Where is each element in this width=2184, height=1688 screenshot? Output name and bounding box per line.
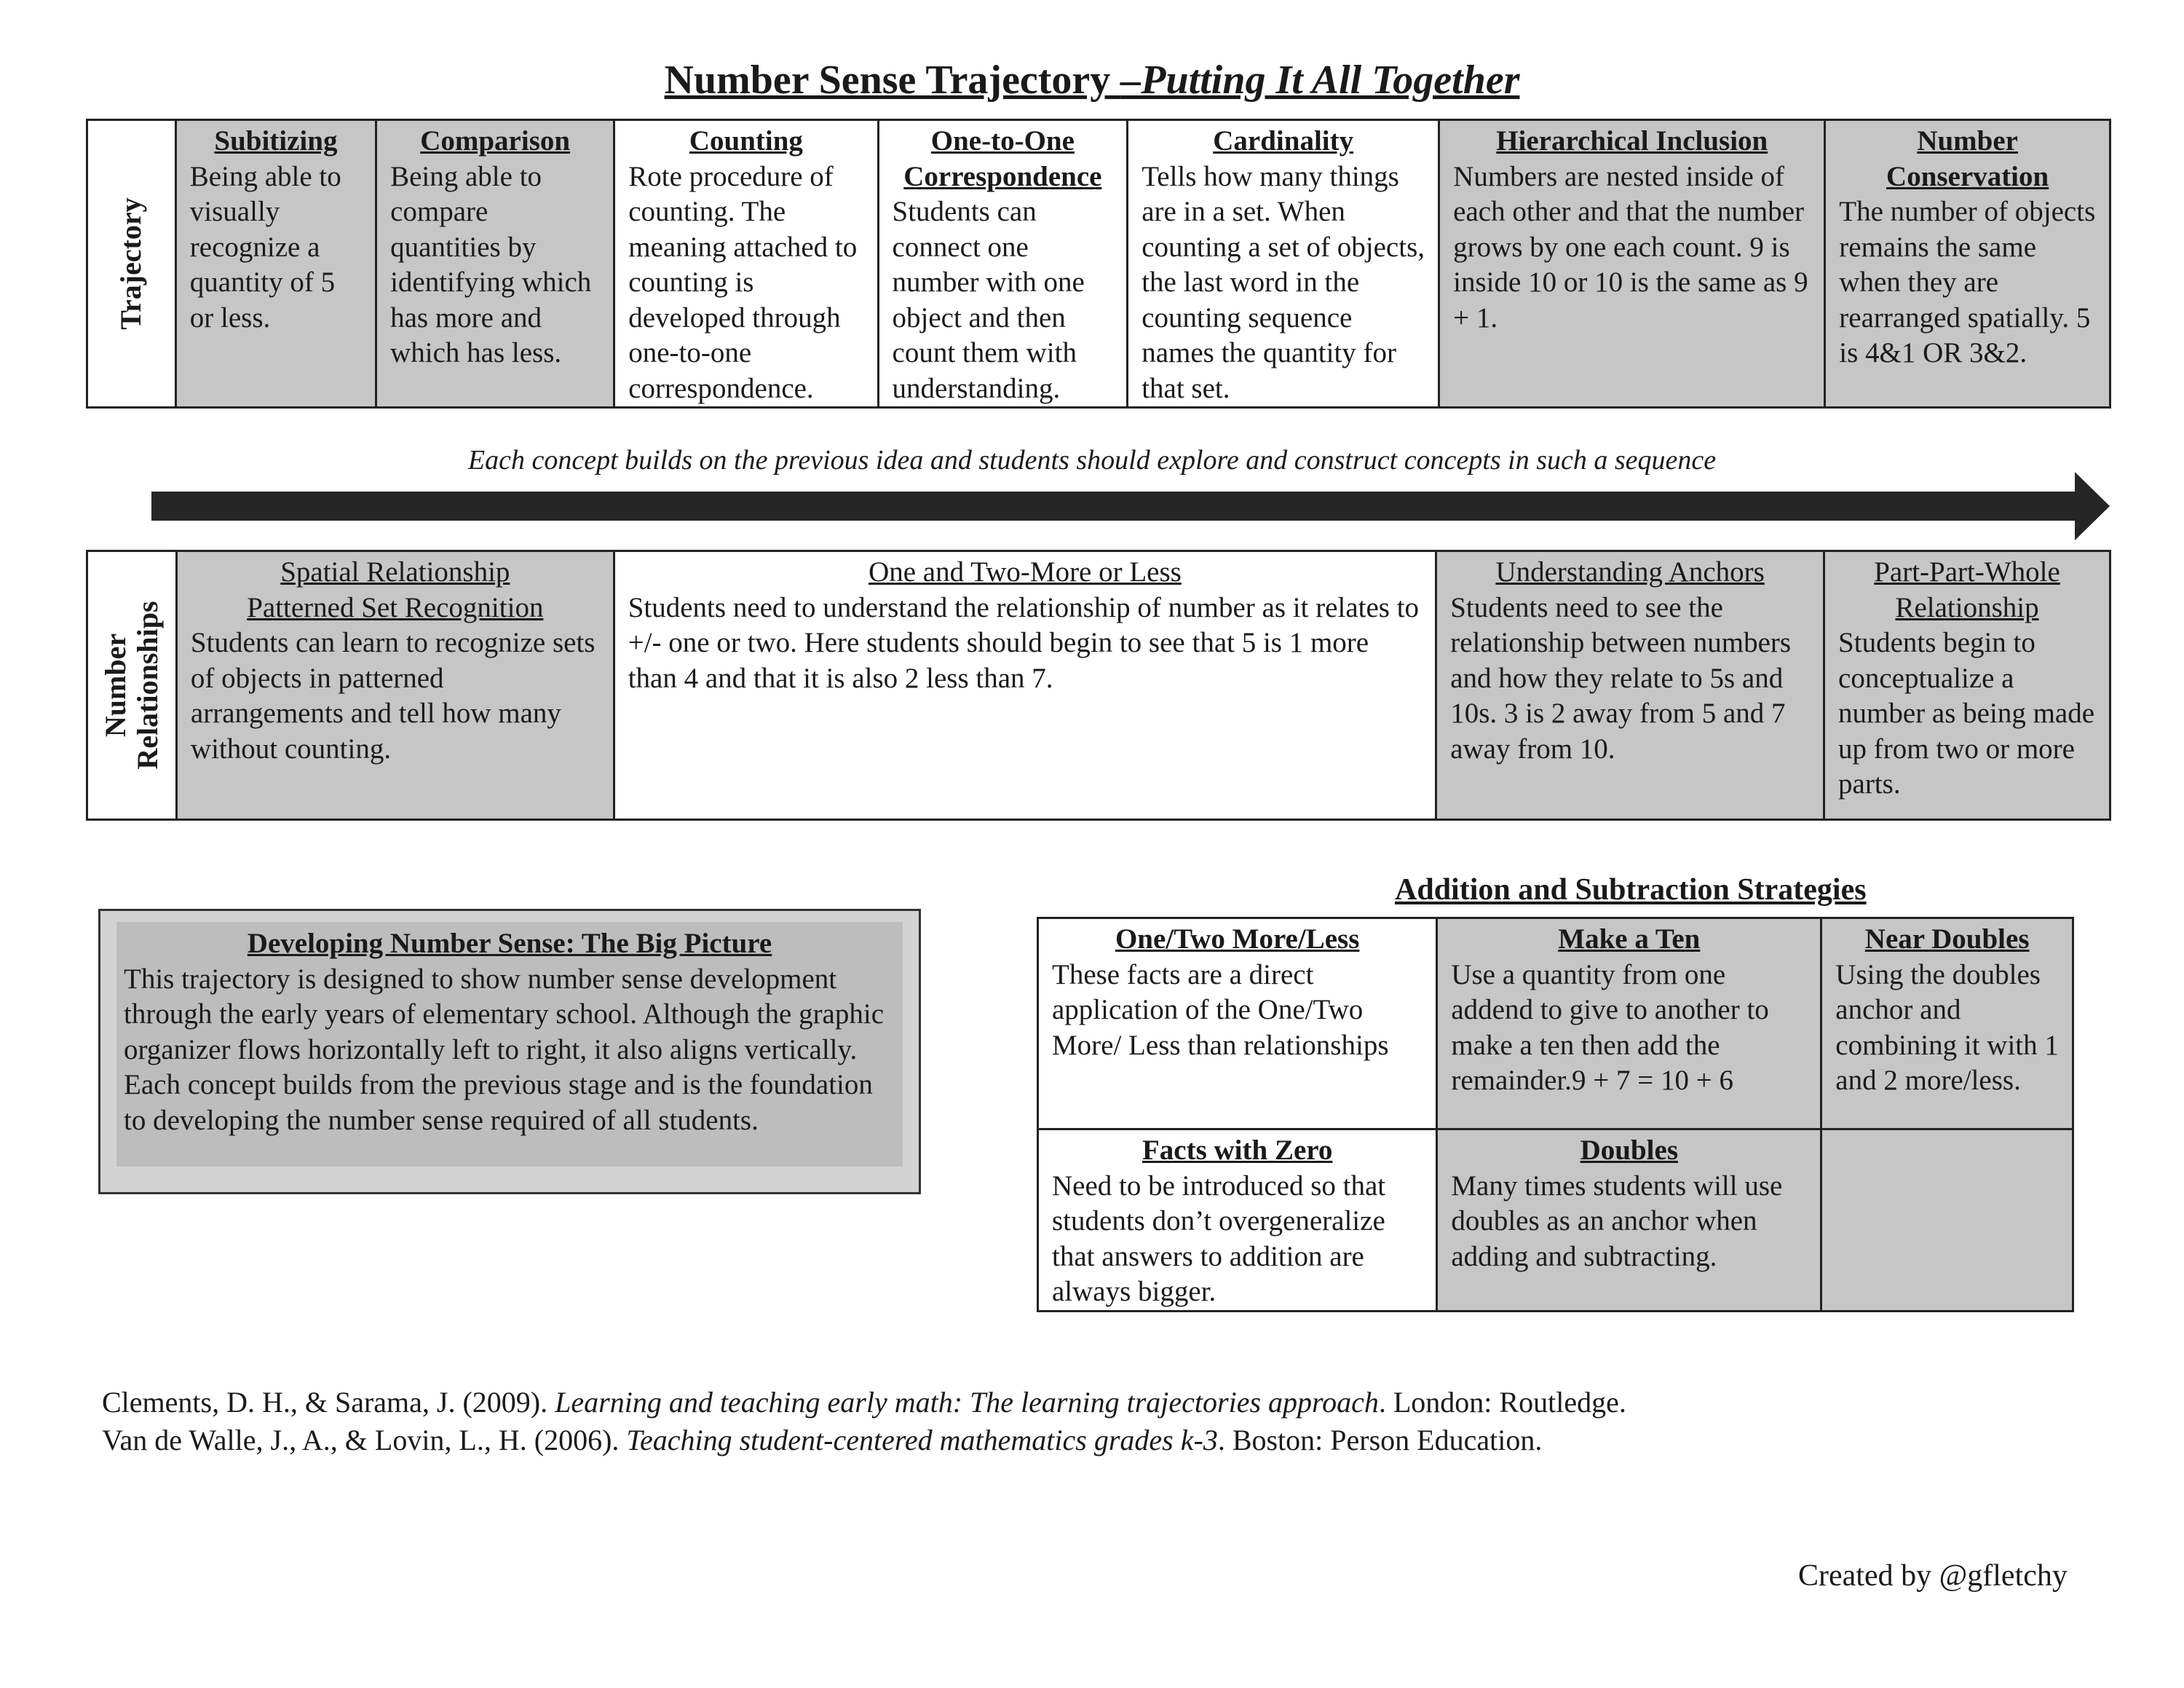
big-picture-heading: Developing Number Sense: The Big Picture [247, 928, 772, 959]
relationship-heading: Understanding Anchors [1495, 556, 1765, 588]
strategy-heading: Doubles [1580, 1135, 1678, 1166]
big-picture-box [98, 909, 921, 1194]
concept-text: Tells how many things are in a set. When counting a set of objects, the last word in the counting sequence names the quantity for that set. [1142, 160, 1425, 404]
strategy-one-two-more-less [1038, 918, 1437, 1129]
concept-heading: Number [1917, 125, 2018, 157]
strategy-text: Need to be introduced so that students don’t overgeneralize that answers to addition are always bigger. [1052, 1170, 1386, 1307]
concept-cardinality [1128, 120, 1439, 408]
reference-book-title: Learning and teaching early math: The learning trajectories approach [555, 1386, 1379, 1419]
concept-text: Numbers are nested inside of each other and that the number grows by one each count. 9 is inside 10 or 10 is the same as 9 + 1. [1453, 160, 1808, 334]
relationships-side-label-line2: Relationships [130, 601, 164, 770]
concept-hierarchical-inclusion [1439, 120, 1825, 408]
relationship-anchors [1436, 551, 1824, 820]
sequence-arrow-shaft [151, 492, 2081, 521]
concept-text: The number of objects remains the same when they are rearranged spatially. 5 is 4&1 OR 3&2. [1839, 196, 2096, 368]
relationship-heading-line2: Relationship [1895, 591, 2039, 623]
concept-text: Students can connect one number with one object and then count them with understanding. [892, 196, 1085, 404]
relationship-text: Students need to see the relationship between numbers and how they relate to 5s and 10s. 3 is 2 away from 5 and 7 away from 10. [1450, 591, 1792, 765]
concept-heading-line2: Correspondence [903, 160, 1102, 192]
reference-authors: Clements, D. H., & Sarama, J. (2009). [102, 1386, 555, 1419]
relationship-one-two-more-less [614, 551, 1436, 820]
relationship-text: Students begin to conceptualize a number as being made up from two or more parts. [1838, 627, 2095, 800]
strategy-make-a-ten [1437, 918, 1821, 1129]
relationship-heading: One and Two-More or Less [869, 556, 1182, 588]
concept-heading: Subitizing [214, 125, 338, 157]
strategy-text: Using the doubles anchor and combining it with 1 and 2 more/less. [1835, 958, 2059, 1096]
title-main: Number Sense Trajectory [664, 58, 1121, 103]
strategy-text: Use a quantity from one addend to give to another to make a ten then add the remainder.9 + 7 = 10 + 6 [1451, 958, 1769, 1096]
strategy-heading: Make a Ten [1558, 923, 1701, 955]
sequence-note: Each concept builds on the previous idea and students should explore and construct concepts in such a sequence [467, 445, 1717, 476]
relationships-table [86, 550, 2111, 821]
trajectory-table [86, 119, 2111, 409]
trajectory-side-cell [87, 120, 176, 408]
strategy-facts-with-zero [1038, 1129, 1437, 1312]
concept-text: Being able to visually recognize a quantity of 5 or less. [189, 160, 341, 334]
concept-number-conservation [1825, 120, 2110, 408]
strategy-empty-cell [1821, 1129, 2073, 1312]
reference-2 [102, 1421, 1542, 1459]
title-italic: –Putting It All Together [1120, 58, 1520, 103]
concept-heading: One-to-One [930, 125, 1075, 157]
concept-text: Being able to compare quantities by identifying which has more and which has less. [390, 160, 592, 368]
concept-heading: Hierarchical Inclusion [1496, 125, 1768, 157]
right-arrow-icon [2075, 472, 2110, 540]
relationships-side-cell [87, 551, 177, 820]
strategy-text: These facts are a direct application of the One/Two More/ Less than relationships [1052, 958, 1389, 1061]
relationship-spatial [176, 551, 614, 820]
big-picture-inner [116, 922, 903, 1167]
trajectory-side-label: Trajectory [114, 197, 148, 330]
reference-book-title: Teaching student-centered mathematics grades k-3 [626, 1424, 1218, 1456]
concept-heading: Cardinality [1213, 125, 1354, 157]
strategy-heading: One/Two More/Less [1115, 923, 1360, 955]
concept-counting [614, 120, 878, 408]
strategy-heading: Facts with Zero [1142, 1135, 1333, 1166]
concept-heading: Counting [689, 125, 803, 157]
page-title [0, 57, 2184, 103]
concept-text: Rote procedure of counting. The meaning attached to counting is developed through one-to-one correspondence. [628, 160, 858, 404]
reference-publisher: . Boston: Person Education. [1217, 1424, 1543, 1456]
strategies-table [1037, 917, 2074, 1312]
relationship-heading: Spatial Relationship [280, 556, 510, 588]
concept-heading: Comparison [420, 125, 571, 157]
relationships-side-label [100, 601, 164, 769]
concept-one-to-one [878, 120, 1128, 408]
reference-1 [102, 1384, 1626, 1421]
reference-publisher: . London: Routledge. [1378, 1386, 1626, 1419]
strategy-text: Many times students will use doubles as an anchor when adding and subtracting. [1451, 1170, 1783, 1272]
reference-authors: Van de Walle, J., A., & Lovin, L., H. (2006). [102, 1424, 627, 1456]
strategy-heading: Near Doubles [1864, 923, 2030, 955]
big-picture-text: This trajectory is designed to show number sense development through the early years of elementary school. Although the graphic organizer flows horizontally left to right, it also aligns vertically. Each concept builds from the previous stage and is the foundation to developing the number sense required of all students. [124, 963, 885, 1136]
concept-comparison [376, 120, 614, 408]
relationship-text: Students can learn to recognize sets of objects in patterned arrangements and tell how many without counting. [190, 627, 596, 765]
relationship-heading: Part-Part-Whole [1874, 556, 2060, 588]
strategy-doubles [1437, 1129, 1821, 1312]
relationship-text: Students need to understand the relationship of number as it relates to +/- one or two. Here students should begin to see that 5 is 1 more than 4 and that it is also 2 less than 7. [628, 591, 1420, 694]
credit: Created by @gfletchy [1798, 1559, 2068, 1593]
concept-heading-line2: Conservation [1886, 160, 2049, 192]
strategy-near-doubles [1821, 918, 2073, 1129]
relationships-side-label-line1: Number [98, 633, 132, 738]
relationship-heading-line2: Patterned Set Recognition [247, 591, 544, 623]
concept-subitizing [175, 120, 376, 408]
strategies-title: Addition and Subtraction Strategies [1395, 873, 1867, 907]
relationship-part-part-whole [1824, 551, 2110, 820]
